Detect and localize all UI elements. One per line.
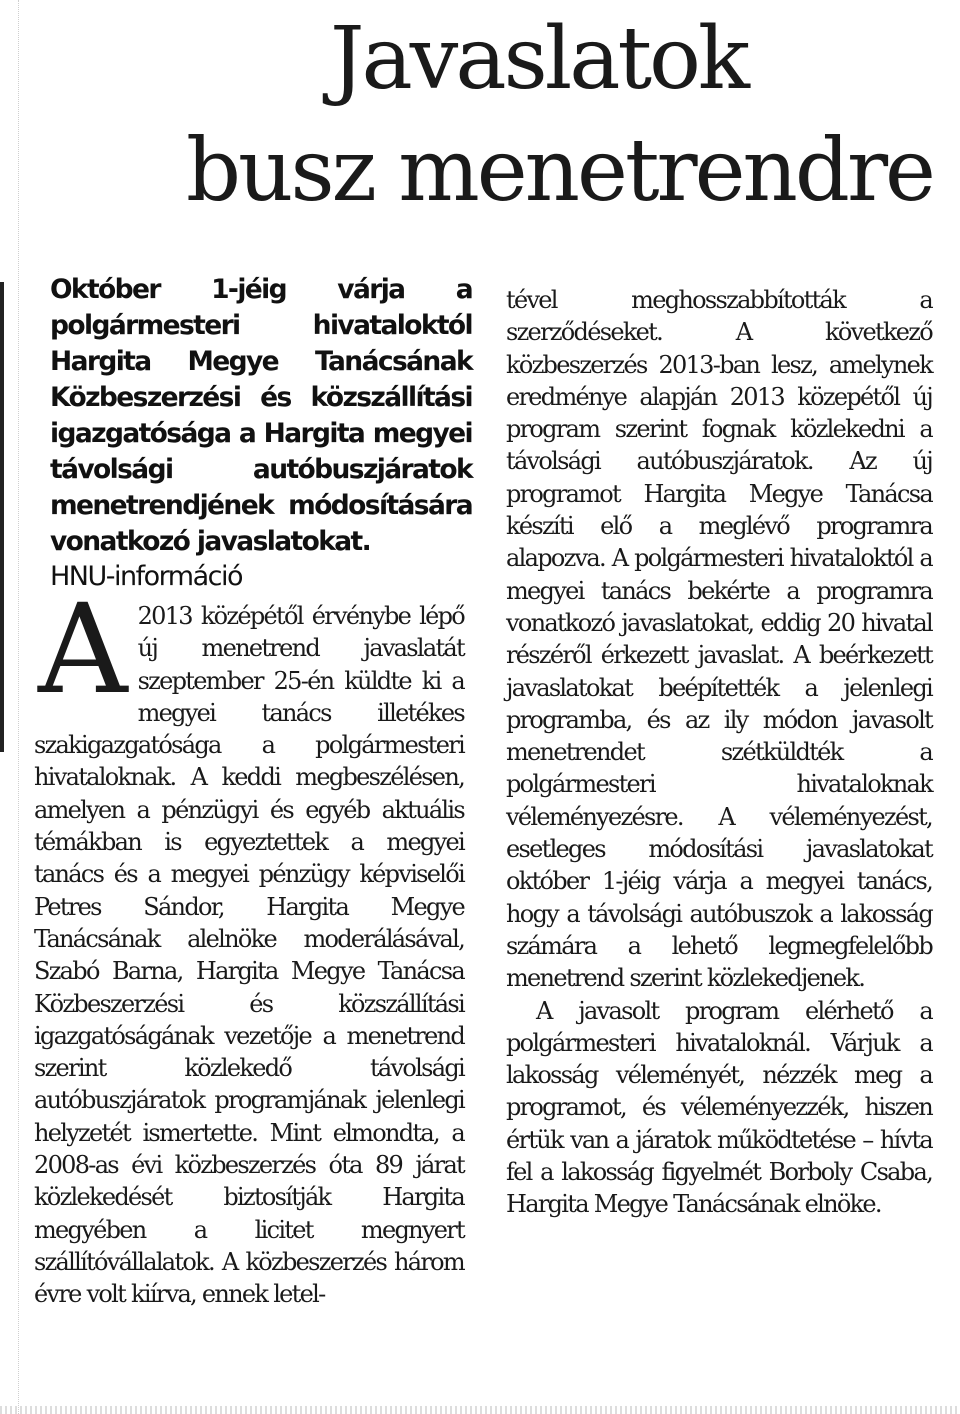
column-rule <box>0 282 4 752</box>
body-right-paragraph-1: tével meghosszabbították a szerződéseket. A következő közbeszerzés 2013-ban lesz, amelynek eredménye alapján 2013 közepétől új program szerint fognak közlekedni a távolsági autóbuszjáratok. Az új programot Hargita Megye Tanácsa készíti elő a meglévő programra alapozva. A polgármesteri hivataloktól a megyei tanács bekérte a programra vonatkozó javaslatokat, eddig 20 hivatal részéről érkezett javaslat. A beérkezett javaslatokat beépítették a jelenlegi programba, és az ily módon javasolt menetrendet szétküldték a polgármesteri hivataloknak véleményezésre. A véleményezést, esetleges módosítási javaslatokat október 1-jéig várja a megyei tanács, hogy a távolsági autóbuszok a lakosság számára a lehető legmegfelelőbb menetrend szerint közlekedjenek. <box>506 286 932 993</box>
scan-bottom-strip <box>0 1406 960 1414</box>
headline-line-1: Javaslatok <box>330 9 747 109</box>
body-column-right <box>506 284 932 1221</box>
scan-edge-line <box>18 0 19 1414</box>
source-credit: HNU-információ <box>50 561 242 592</box>
body-right-paragraph-2: A javasolt program elérhető a polgármesteri hivataloknál. Várjuk a lakosság véleményét, nézzék meg a programot, és véleményezzék, hiszen értük van a járatok működtetése – hívta fel a lakosság figyelmét Borboly Csaba, Hargita Megye Tanácsának elnöke. <box>506 996 932 1219</box>
lead-paragraph: Október 1-jéig várja a polgármesteri hivataloktól Hargita Megye Tanácsának Közbeszerzési és közszállítási igazgatósága a Hargita megyei távolsági autóbuszjáratok menetrendjének módosítására vonatkozó javaslatokat. <box>50 274 472 557</box>
drop-cap: A <box>38 578 128 722</box>
headline-line-2: busz menetrendre <box>186 121 933 221</box>
body-column-left <box>34 578 464 1311</box>
body-left-text: 2013 középétől érvénybe lépő új menetrend javaslatát szeptember 25-én küldte ki a megyei tanács illetékes szakigazgatósága a polgármesteri hivataloknak. A keddi megbeszélésen, amelyen a pénzügyi és egyéb aktuális témákban is egyeztettek a megyei tanács és a megyei pénzügy képviselői Petres Sándor, Hargita Megye Tanácsának alelnöke moderálásával, Szabó Barna, Hargita Megye Tanácsa Közbeszerzési és közszállítási igazgatóságának vezetője a menetrend szerint közlekedő távolsági autóbuszjáratok programjának jelenlegi helyzetét ismertette. Mint elmondta, a 2008-as évi közbeszerzés óta 89 járat közlekedését biztosítják Hargita megyében a licitet megnyert szállítóvállalatok. A közbeszerzés három évre volt kiírva, ennek letel- <box>34 602 464 1309</box>
